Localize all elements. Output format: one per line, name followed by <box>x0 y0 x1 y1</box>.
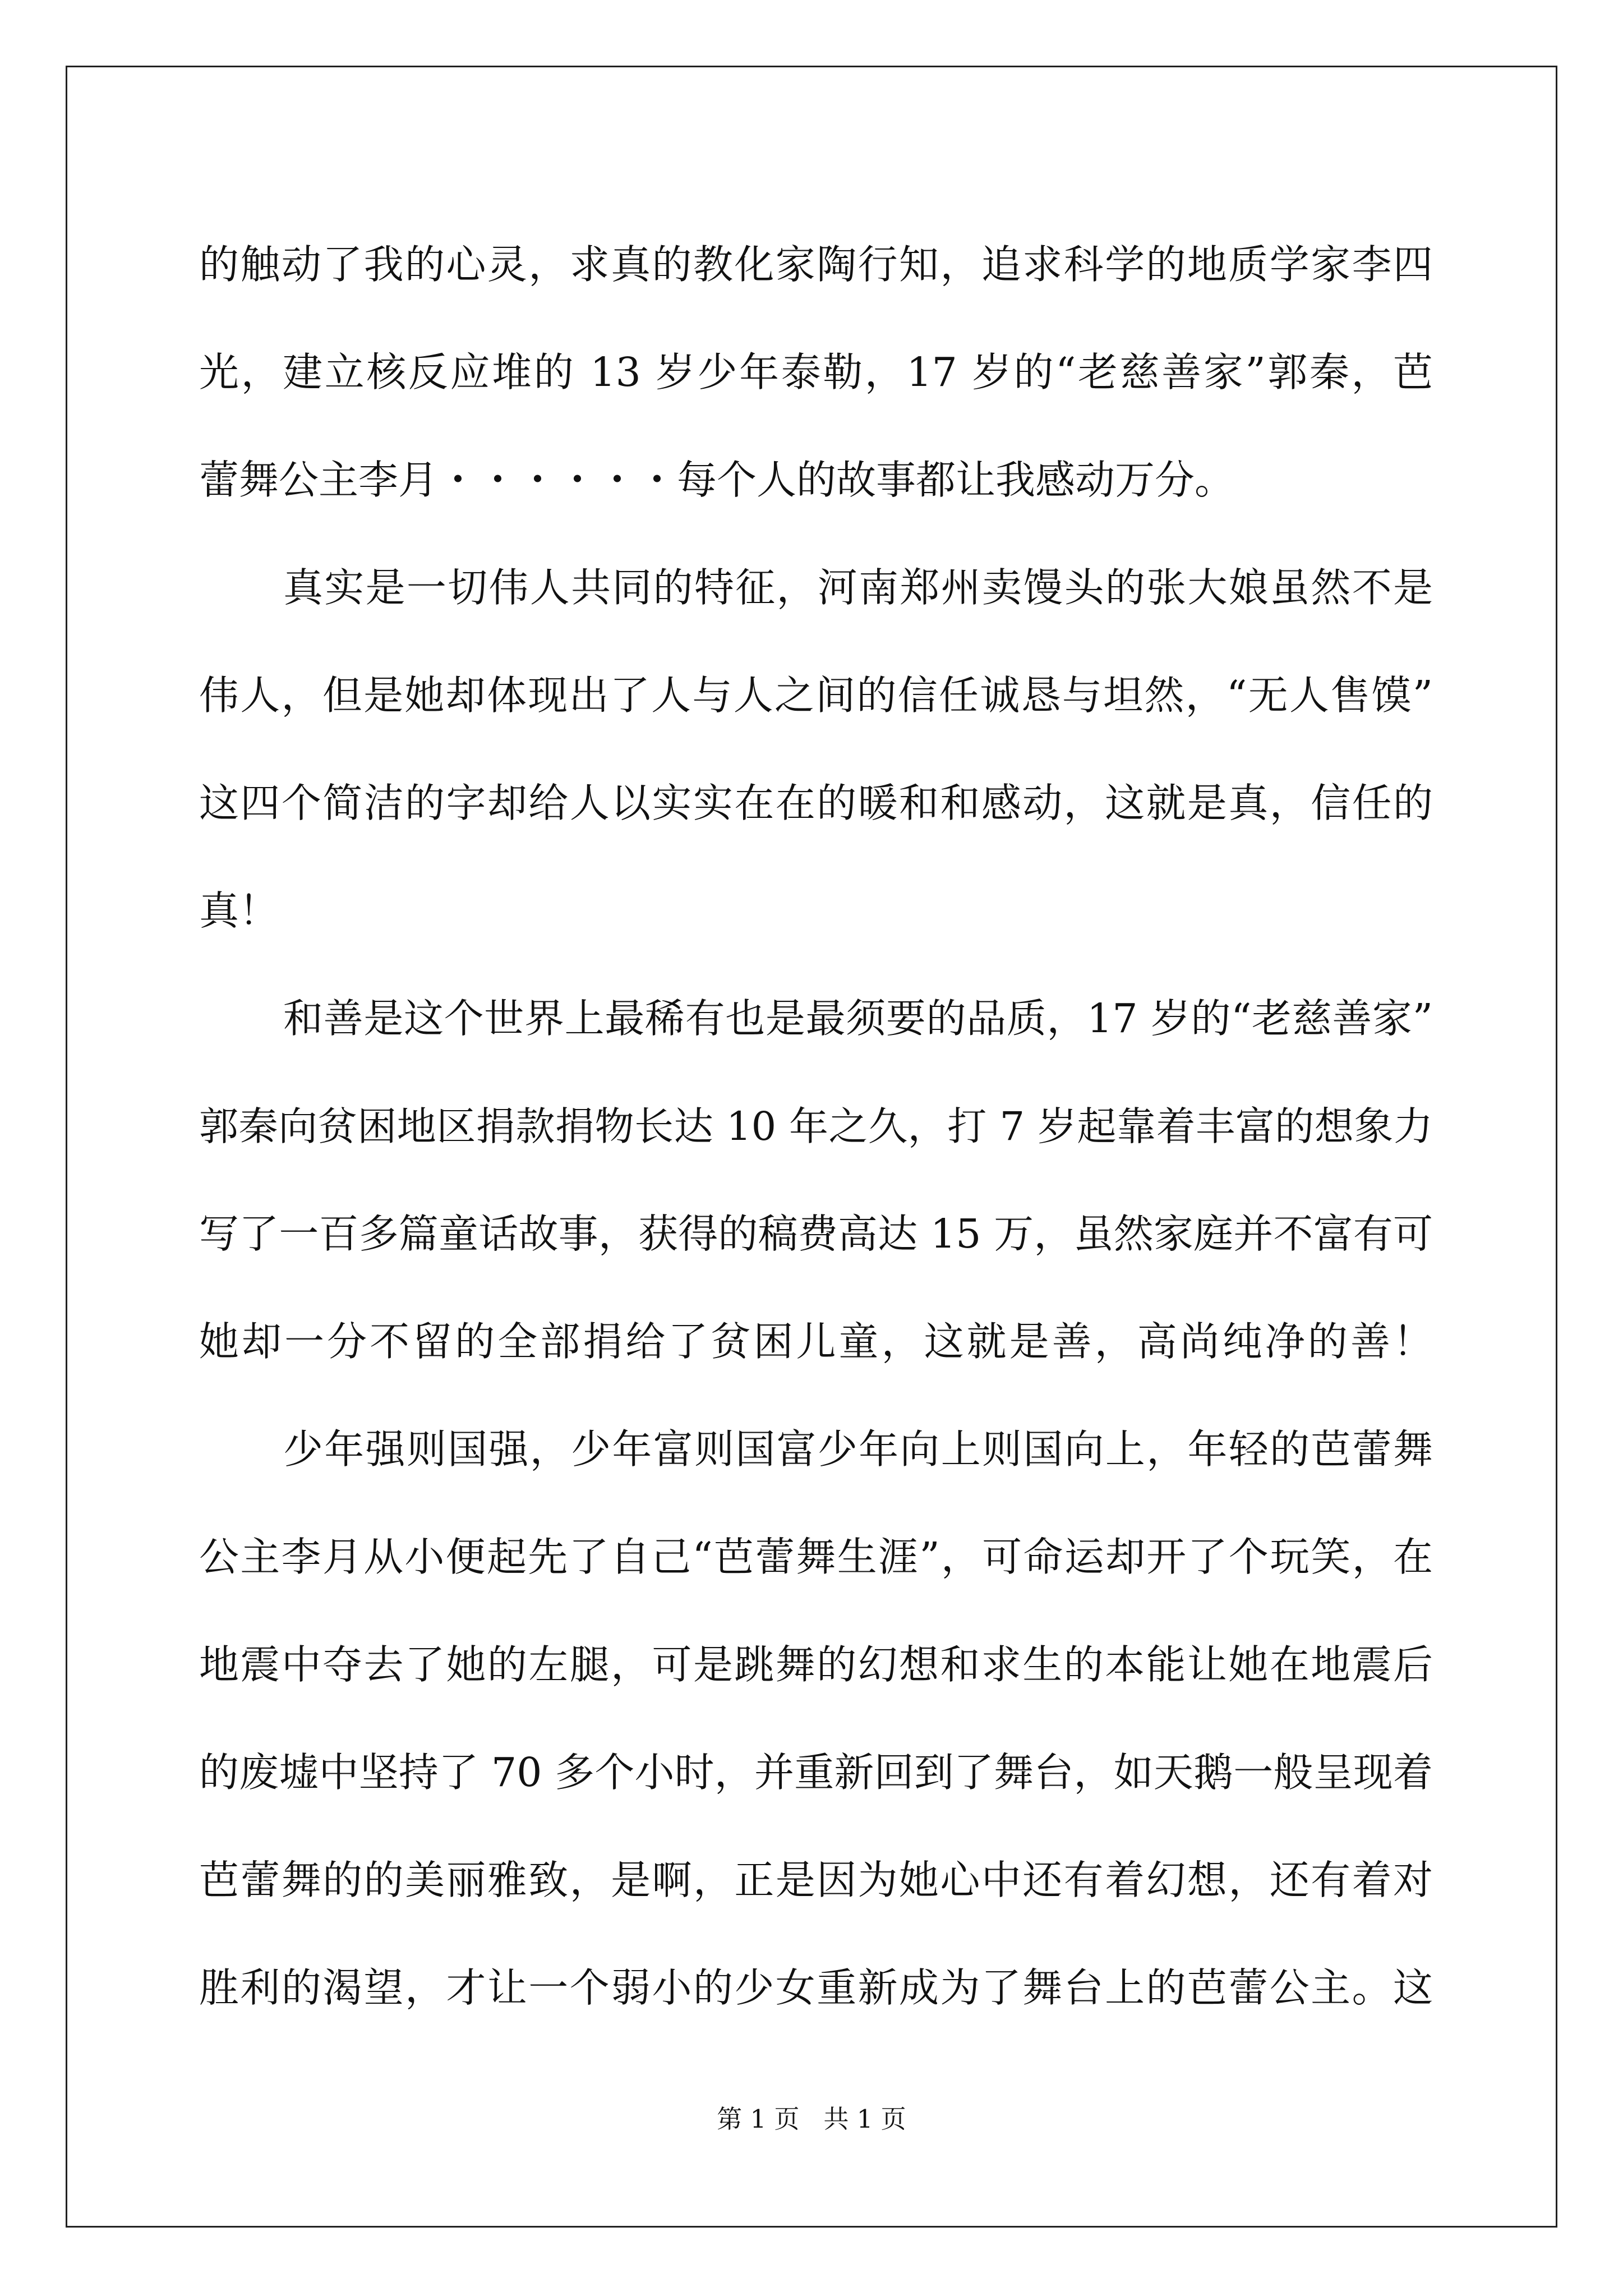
page-footer: 第 1 页 共 1 页 <box>717 2104 906 2134</box>
text-line: 胜利的渴望，才让一个弱小的少女重新成为了舞台上的芭蕾公主。这 <box>199 1964 1433 2011</box>
text-line: 真！ <box>199 887 279 934</box>
text-line: 写了一百多篇童话故事，获得的稿费高达 15 万，虽然家庭并不富有可 <box>199 1211 1433 1257</box>
text-line: 的触动了我的心灵，求真的教化家陶行知，追求科学的地质学家李四 <box>199 241 1433 288</box>
text-line: 的废墟中坚持了 70 多个小时，并重新回到了舞台，如天鹅一般呈现着 <box>199 1749 1433 1796</box>
text-line: 公主李月从小便起先了自己“芭蕾舞生涯”，可命运却开了个玩笑，在 <box>199 1534 1433 1580</box>
text-line: 地震中夺去了她的左腿，可是跳舞的幻想和求生的本能让她在地震后 <box>199 1641 1433 1688</box>
text-line: 伟人，但是她却体现出了人与人之间的信任诚恳与坦然，“无人售馍” <box>199 672 1433 719</box>
document-body <box>199 211 1433 2042</box>
text-line: 蕾舞公主李月・・・・・・每个人的故事都让我感动万分。 <box>199 457 1235 503</box>
text-line: 这四个简洁的字却给人以实实在在的暖和和感动，这就是真，信任的 <box>199 780 1433 826</box>
text-line: 郭秦向贫困地区捐款捐物长达 10 年之久，打 7 岁起靠着丰富的想象力 <box>199 1103 1433 1149</box>
text-line: 光，建立核反应堆的 13 岁少年泰勒，17 岁的“老慈善家”郭秦，芭 <box>199 349 1433 395</box>
text-line: 她却一分不留的全部捐给了贫困儿童，这就是善，高尚纯净的善！ <box>199 1318 1433 1365</box>
text-line: 芭蕾舞的的美丽雅致，是啊，正是因为她心中还有着幻想，还有着对 <box>199 1857 1433 1903</box>
text-line: 少年强则国强，少年富则国富少年向上则国向上，年轻的芭蕾舞 <box>283 1426 1433 1473</box>
text-line: 和善是这个世界上最稀有也是最须要的品质，17 岁的“老慈善家” <box>283 995 1433 1042</box>
text-line: 真实是一切伟人共同的特征，河南郑州卖馒头的张大娘虽然不是 <box>283 564 1433 611</box>
